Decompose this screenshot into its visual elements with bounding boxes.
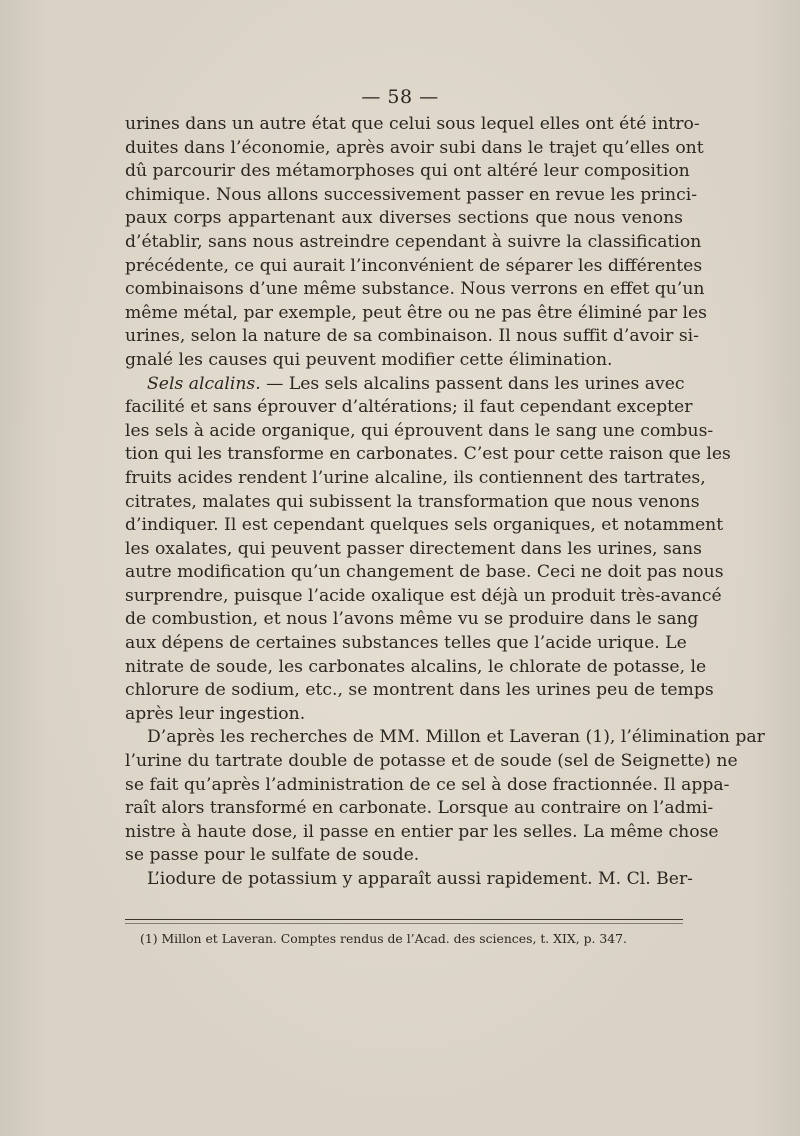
section-heading: Sels alcalins. (147, 373, 261, 394)
text-line: les sels à acide organique, qui éprouvent dans le sang une combus- (125, 420, 714, 441)
text-line: facilité et sans éprouver d’altérations; il faut cependant excepter (125, 397, 693, 418)
footnote: (1) Millon et Laveran. Comptes rendus de l’Acad. des sciences, t. XIX, p. 347. (140, 931, 627, 946)
text-line: tion qui les transforme en carbonates. C’est pour cette raison que les (125, 444, 731, 465)
text-line: combinaisons d’une même substance. Nous verrons en effet qu’un (125, 279, 705, 300)
text-line: surprendre, puisque l’acide oxalique est déjà un produit très-avancé (125, 585, 722, 606)
footnote-rule-secondary (125, 923, 683, 924)
text-line: précédente, ce qui aurait l’inconvénient de séparer les différentes (125, 255, 703, 276)
text-line: se passe pour le sulfate de soude. (125, 845, 420, 866)
text-line: les oxalates, qui peuvent passer directement dans les urines, sans (125, 538, 702, 559)
text-line: autre modification qu’un changement de base. Ceci ne doit pas nous (125, 562, 724, 583)
text-line: dû parcourir des métamorphoses qui ont altéré leur composition (125, 161, 690, 182)
text-line: l’urine du tartrate double de potasse et de soude (sel de Seignette) ne (125, 751, 738, 772)
text-line: urines dans un autre état que celui sous lequel elles ont été intro- (125, 114, 700, 134)
text-line: nitrate de soude, les carbonates alcalins, le chlorate de potasse, le (125, 656, 707, 677)
footnote-rule (125, 919, 683, 920)
text-line: paux corps appartenant aux diverses sections que nous venons (125, 208, 683, 229)
text-line: d’indiquer. Il est cependant quelques sels organiques, et notamment (125, 515, 724, 536)
text-line: chimique. Nous allons successivement passer en revue les princi- (125, 184, 697, 205)
text-line: urines, selon la nature de sa combinaison. Il nous suffit d’avoir si- (125, 326, 699, 347)
text-line: duites dans l’économie, après avoir subi dans le trajet qu’elles ont (125, 137, 704, 158)
text-line: raît alors transformé en carbonate. Lorsque au contraire on l’admi- (125, 798, 714, 819)
text-line: après leur ingestion. (125, 703, 306, 724)
section-heading-line (125, 373, 683, 397)
text-line: d’établir, sans nous astreindre cependant à suivre la classification (125, 231, 702, 252)
page-number: — 58 — (361, 86, 439, 108)
text-line: se fait qu’après l’administration de ce sel à dose fractionnée. Il appa- (125, 774, 730, 795)
text-line: même métal, par exemple, peut être ou ne pas être éliminé par les (125, 302, 707, 323)
text-line: gnalé les causes qui peuvent modifier cette élimination. (125, 349, 613, 370)
text-line: L’iodure de potassium y apparaît aussi rapidement. M. Cl. Ber- (147, 869, 693, 889)
text-line-rest: — Les sels alcalins passent dans les urines avec (260, 373, 685, 394)
text-line: citrates, malates qui subissent la transformation que nous venons (125, 491, 700, 512)
text-line: D’après les recherches de MM. Millon et Laveran (1), l’élimination par (147, 727, 765, 748)
text-line: nistre à haute dose, il passe en entier par les selles. La même chose (125, 821, 719, 842)
text-line: aux dépens de certaines substances telles que l’acide urique. Le (125, 633, 687, 654)
text-line: fruits acides rendent l’urine alcaline, ils contiennent des tartrates, (125, 467, 706, 488)
text-line: de combustion, et nous l’avons même vu se produire dans le sang (125, 609, 699, 630)
text-line: chlorure de sodium, etc., se montrent dans les urines peu de temps (125, 680, 714, 701)
body-text (125, 113, 765, 892)
